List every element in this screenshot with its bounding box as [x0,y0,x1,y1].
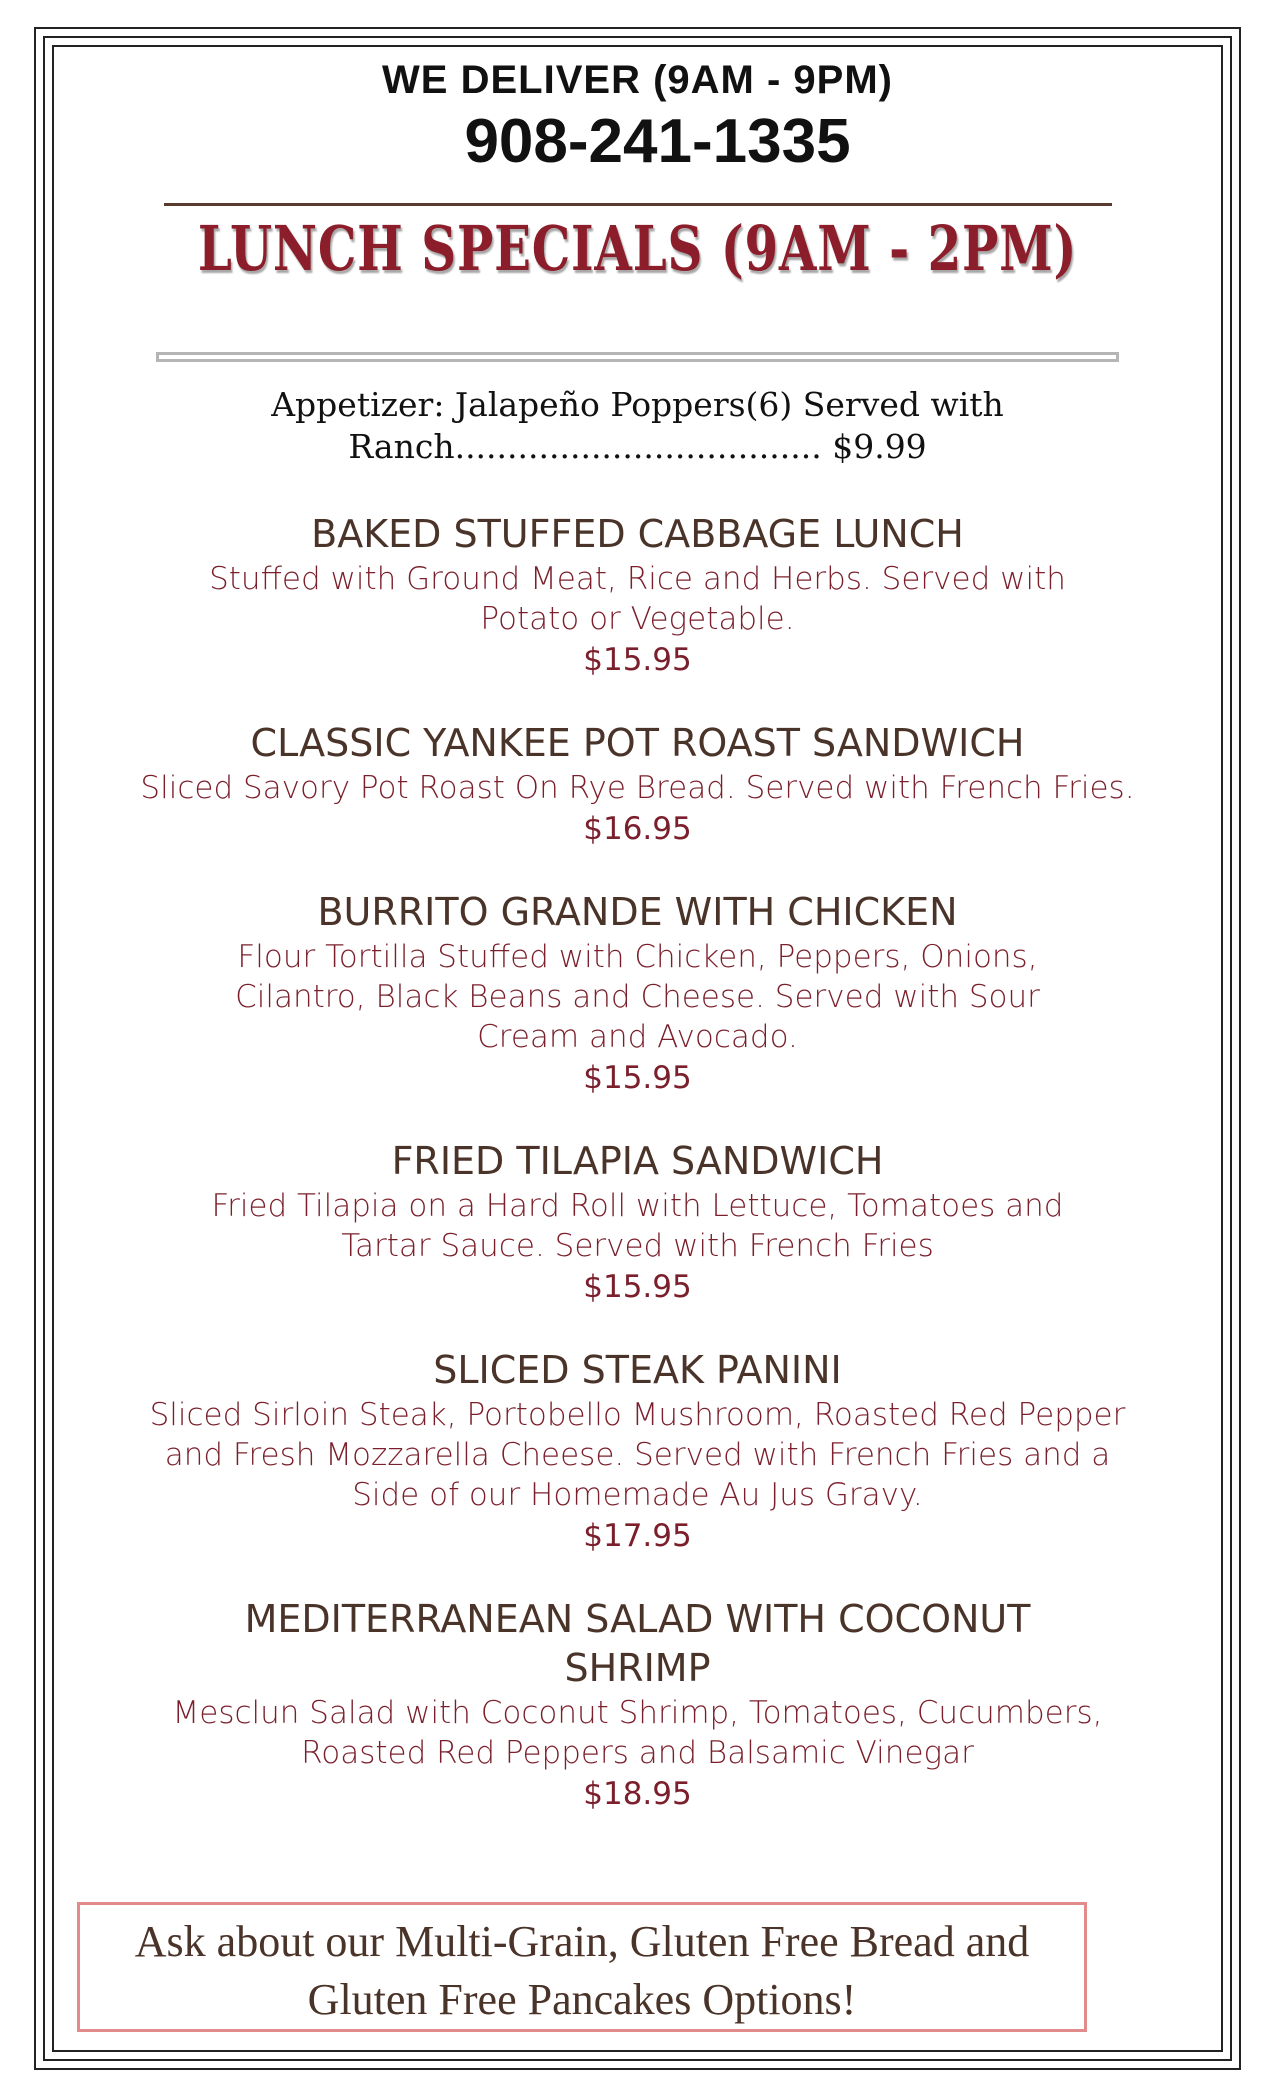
menu-item-name: BAKED STUFFED CABBAGE LUNCH [311,512,964,556]
callout-line-1: Ask about our Multi-Grain, Gluten Free Bread and [134,1917,1030,1966]
menu-item-name: MEDITERRANEAN SALAD WITH COCONUT SHRIMP [244,1597,1031,1690]
appetizer-block [180,384,1095,468]
header-divider [164,203,1112,206]
menu-item-description: Sliced Savory Pot Roast On Rye Bread. Served with French Fries. [140,770,1135,806]
menu-item-description: Flour Tortilla Stuffed with Chicken, Peppers, Onions, Cilantro, Black Beans and Cheese. Served with Sour Cream and Avocado. [235,939,1040,1055]
callout-line-2: Gluten Free Pancakes Options! [307,1975,857,2024]
menu-item [140,719,1135,850]
phone-number[interactable]: 908-241-1335 [464,107,851,176]
menu-item-price: $17.95 [583,1518,692,1554]
section-divider [156,352,1119,362]
menu-item [140,1346,1135,1557]
delivery-hours: WE DELIVER (9AM - 9PM) [382,58,893,102]
menu-item-description: Fried Tilapia on a Hard Roll with Lettuce, Tomatoes and Tartar Sauce. Served with French Fries [211,1188,1064,1264]
appetizer-line-2: Ranch................................... $9.99 [348,427,927,466]
menu-item-price: $15.95 [583,642,692,678]
menu-item-price: $15.95 [583,1269,692,1305]
menu-item-name: FRIED TILAPIA SANDWICH [391,1139,884,1183]
menu-items-list [140,510,1135,1853]
menu-item [140,888,1135,1099]
menu-item-name: BURRITO GRANDE WITH CHICKEN [317,890,958,934]
menu-item [140,1137,1135,1308]
menu-item-description: Mesclun Salad with Coconut Shrimp, Tomatoes, Cucumbers, Roasted Red Peppers and Balsamic Vinegar [172,1695,1103,1771]
gluten-free-callout [77,1902,1087,2032]
menu-item-price: $16.95 [583,811,692,847]
menu-item-name: SLICED STEAK PANINI [433,1348,842,1392]
menu-item [140,1595,1135,1815]
menu-item-price: $15.95 [583,1060,692,1096]
page-title: LUNCH SPECIALS (9AM - 2PM) [197,212,1078,285]
menu-item-description: Sliced Sirloin Steak, Portobello Mushroom, Roasted Red Pepper and Fresh Mozzarella Cheese. Served with French Fries and a Side of our Homemade Au Jus Gravy. [149,1397,1126,1513]
appetizer-line-1: Appetizer: Jalapeño Poppers(6) Served with [271,385,1004,424]
menu-item-name: CLASSIC YANKEE POT ROAST SANDWICH [250,721,1025,765]
menu-item-description: Stuffed with Ground Meat, Rice and Herbs. Served with Potato or Vegetable. [209,561,1066,637]
menu-item-price: $18.95 [583,1776,692,1812]
menu-item [140,510,1135,681]
